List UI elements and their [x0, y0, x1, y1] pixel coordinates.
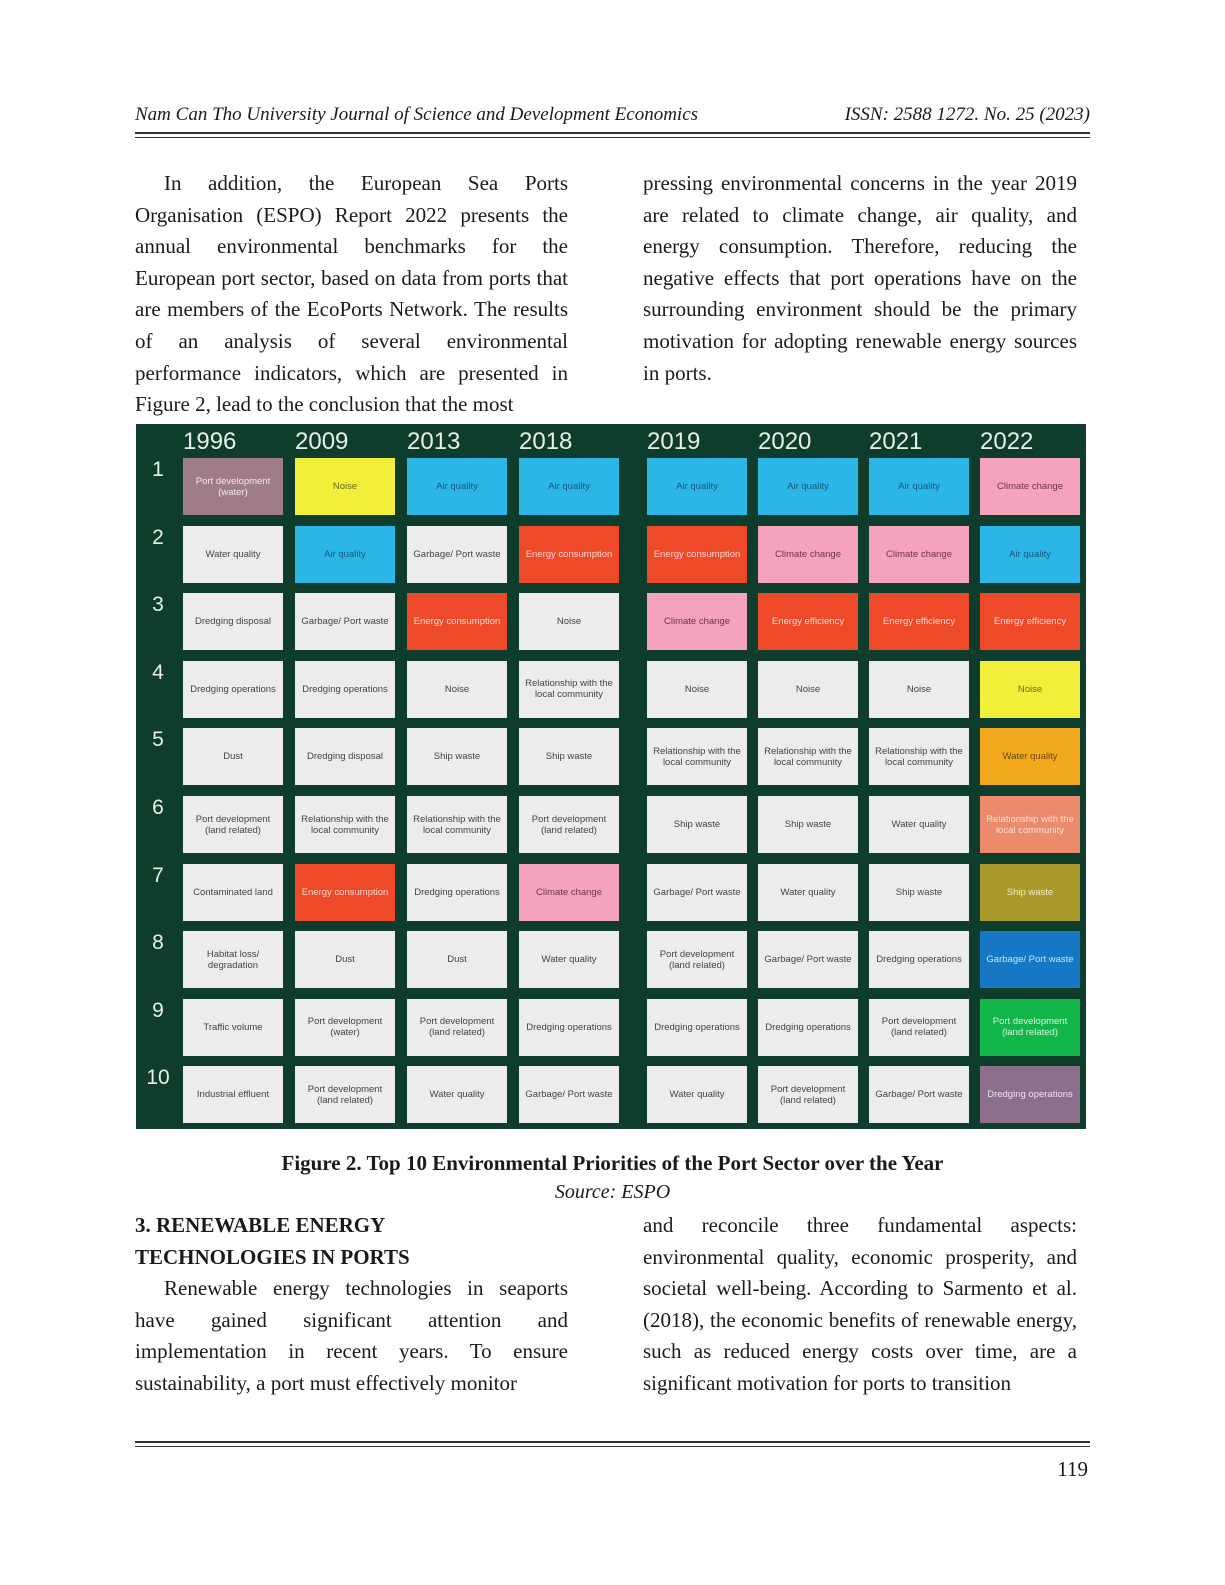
priority-cell: Energy efficiency — [869, 593, 969, 650]
priority-cell: Dredging operations — [869, 931, 969, 988]
rank-label-9: 9 — [152, 998, 164, 1022]
priority-cell: Relationship with the local community — [407, 796, 507, 853]
priority-cell: Port development (land related) — [407, 999, 507, 1056]
priority-cell: Garbage/ Port waste — [647, 864, 747, 921]
priority-cell: Dredging operations — [183, 661, 283, 718]
priority-cell: Noise — [647, 661, 747, 718]
priority-cell: Port development (land related) — [869, 999, 969, 1056]
priority-cell: Noise — [758, 661, 858, 718]
priority-cell: Climate change — [647, 593, 747, 650]
priority-cell: Relationship with the local community — [295, 796, 395, 853]
page-number: 119 — [1057, 1457, 1088, 1481]
year-label-2022: 2022 — [980, 428, 1034, 455]
priority-cell: Garbage/ Port waste — [519, 1066, 619, 1123]
priority-cell: Port development (water) — [295, 999, 395, 1056]
figure-caption: Figure 2. Top 10 Environmental Priorities of the Port Sector over the Year — [281, 1151, 944, 1175]
priority-cell: Climate change — [869, 526, 969, 583]
priority-cell: Habitat loss/ degradation — [183, 931, 283, 988]
priority-cell: Dredging disposal — [295, 728, 395, 785]
top-left-column — [135, 168, 568, 421]
priority-cell: Port development (land related) — [758, 1066, 858, 1123]
priority-cell: Ship waste — [980, 864, 1080, 921]
priority-cell: Port development (water) — [183, 458, 283, 515]
paragraph-renewable: Renewable energy technologies in seaports have gained significant attention and implementation in recent years. To ensure sustainability, a port must effectively monitor — [135, 1276, 568, 1395]
year-label-2013: 2013 — [407, 428, 461, 455]
priority-cell: Air quality — [519, 458, 619, 515]
priority-cell: Port development (land related) — [183, 796, 283, 853]
priority-cell: Garbage/ Port waste — [980, 931, 1080, 988]
priority-cell: Energy efficiency — [758, 593, 858, 650]
priority-cell: Garbage/ Port waste — [869, 1066, 969, 1123]
priority-cell: Noise — [519, 593, 619, 650]
priority-cell: Port development (land related) — [519, 796, 619, 853]
footer-rule-thin — [135, 1446, 1090, 1447]
priority-cell: Energy efficiency — [980, 593, 1080, 650]
rank-label-10: 10 — [146, 1066, 170, 1090]
priority-cell: Industrial effluent — [183, 1066, 283, 1123]
priority-cell: Ship waste — [519, 728, 619, 785]
section-heading-line1: 3. RENEWABLE ENERGY — [135, 1213, 386, 1237]
rank-label-5: 5 — [152, 728, 164, 752]
rank-label-6: 6 — [152, 796, 164, 819]
issn-number: ISSN: 2588 1272. No. 25 (2023) — [844, 104, 1090, 125]
priorities-figure — [136, 424, 1086, 1129]
priority-cell: Dust — [295, 931, 395, 988]
priority-cell: Contaminated land — [183, 864, 283, 921]
priority-cell: Water quality — [519, 931, 619, 988]
priority-cell: Garbage/ Port waste — [295, 593, 395, 650]
running-header — [135, 104, 1090, 132]
priority-cell: Traffic volume — [183, 999, 283, 1056]
priority-cell: Garbage/ Port waste — [407, 526, 507, 583]
top-right-column — [643, 168, 1077, 389]
priority-cell: Dredging operations — [519, 999, 619, 1056]
rank-label-2: 2 — [152, 525, 164, 549]
priority-cell: Dust — [183, 728, 283, 785]
year-label-2021: 2021 — [869, 428, 923, 455]
priority-cell: Air quality — [295, 526, 395, 583]
priority-cell: Relationship with the local community — [519, 661, 619, 718]
figure-source: Source: ESPO — [554, 1181, 671, 1203]
rank-label-1: 1 — [152, 458, 164, 481]
priority-cell: Energy consumption — [519, 526, 619, 583]
priority-cell: Relationship with the local community — [758, 728, 858, 785]
priority-cell: Energy consumption — [647, 526, 747, 583]
rank-label-3: 3 — [152, 593, 164, 617]
priority-cell: Air quality — [869, 458, 969, 515]
priority-cell: Dust — [407, 931, 507, 988]
priority-cell: Water quality — [758, 864, 858, 921]
priority-cell: Air quality — [407, 458, 507, 515]
journal-name: Nam Can Tho University Journal of Science and Development Economics — [135, 104, 699, 125]
priority-cell: Air quality — [647, 458, 747, 515]
priority-cell: Garbage/ Port waste — [758, 931, 858, 988]
priority-cell: Dredging operations — [758, 999, 858, 1056]
priority-cell: Water quality — [980, 728, 1080, 785]
priority-cell: Water quality — [869, 796, 969, 853]
priority-cell: Climate change — [519, 864, 619, 921]
priority-cell: Ship waste — [758, 796, 858, 853]
priority-cell: Ship waste — [647, 796, 747, 853]
priority-cell: Energy consumption — [295, 864, 395, 921]
paragraph-intro-cont: pressing environmental concerns in the year 2019 are related to climate change, air quality, and energy consumption. Therefore, reducing the negative effects that port operations have on the surrounding environment should be the primary motivation for adopting renewable energy sources in ports. — [643, 171, 1077, 385]
priority-cell: Port development (land related) — [295, 1066, 395, 1123]
rank-label-8: 8 — [152, 931, 164, 955]
priority-cell: Air quality — [758, 458, 858, 515]
priority-cell: Ship waste — [869, 864, 969, 921]
year-label-1996: 1996 — [183, 428, 237, 455]
priority-cell: Noise — [407, 661, 507, 718]
footer-rule — [135, 1441, 1090, 1443]
year-label-2019: 2019 — [647, 428, 701, 455]
priority-cell: Climate change — [980, 458, 1080, 515]
priority-cell: Relationship with the local community — [980, 796, 1080, 853]
header-rule — [135, 132, 1090, 134]
priority-cell: Relationship with the local community — [869, 728, 969, 785]
paragraph-intro: In addition, the European Sea Ports Organisation (ESPO) Report 2022 presents the annual environmental benchmarks for the European port sector, based on data from ports that are members of the EcoPorts Network. The results of an analysis of several environmental performance indicators, which are presented in Figure 2, lead to the conclusion that the most — [135, 171, 568, 417]
priority-cell: Dredging operations — [647, 999, 747, 1056]
rank-label-7: 7 — [152, 863, 164, 887]
bottom-right-column — [643, 1210, 1077, 1400]
year-label-2009: 2009 — [295, 428, 349, 455]
priority-cell: Air quality — [980, 526, 1080, 583]
bottom-left-column — [135, 1210, 568, 1400]
priority-cell: Climate change — [758, 526, 858, 583]
priority-cell: Dredging disposal — [183, 593, 283, 650]
priority-cell: Ship waste — [407, 728, 507, 785]
priority-cell: Water quality — [407, 1066, 507, 1123]
priority-cell: Water quality — [647, 1066, 747, 1123]
priority-cell: Port development (land related) — [647, 931, 747, 988]
priority-cell: Noise — [869, 661, 969, 718]
header-rule-thin — [135, 137, 1090, 138]
priority-cell: Noise — [295, 458, 395, 515]
priority-cell: Dredging operations — [295, 661, 395, 718]
rank-label-4: 4 — [152, 660, 164, 684]
year-label-2018: 2018 — [519, 428, 573, 455]
year-label-2020: 2020 — [758, 428, 812, 455]
priority-cell: Water quality — [183, 526, 283, 583]
paragraph-renewable-cont: and reconcile three fundamental aspects: environmental quality, economic prosperity, and societal well-being. According to Sarmento et al. (2018), the economic benefits of renewable energy, such as reduced energy costs over time, are a significant motivation for ports to transition — [643, 1213, 1077, 1395]
priority-cell: Energy consumption — [407, 593, 507, 650]
priority-cell: Port development (land related) — [980, 999, 1080, 1056]
priority-cell: Dredging operations — [980, 1066, 1080, 1123]
priority-cell: Relationship with the local community — [647, 728, 747, 785]
section-heading-line2: TECHNOLOGIES IN PORTS — [135, 1244, 410, 1269]
priority-cell: Noise — [980, 661, 1080, 718]
priority-cell: Dredging operations — [407, 864, 507, 921]
